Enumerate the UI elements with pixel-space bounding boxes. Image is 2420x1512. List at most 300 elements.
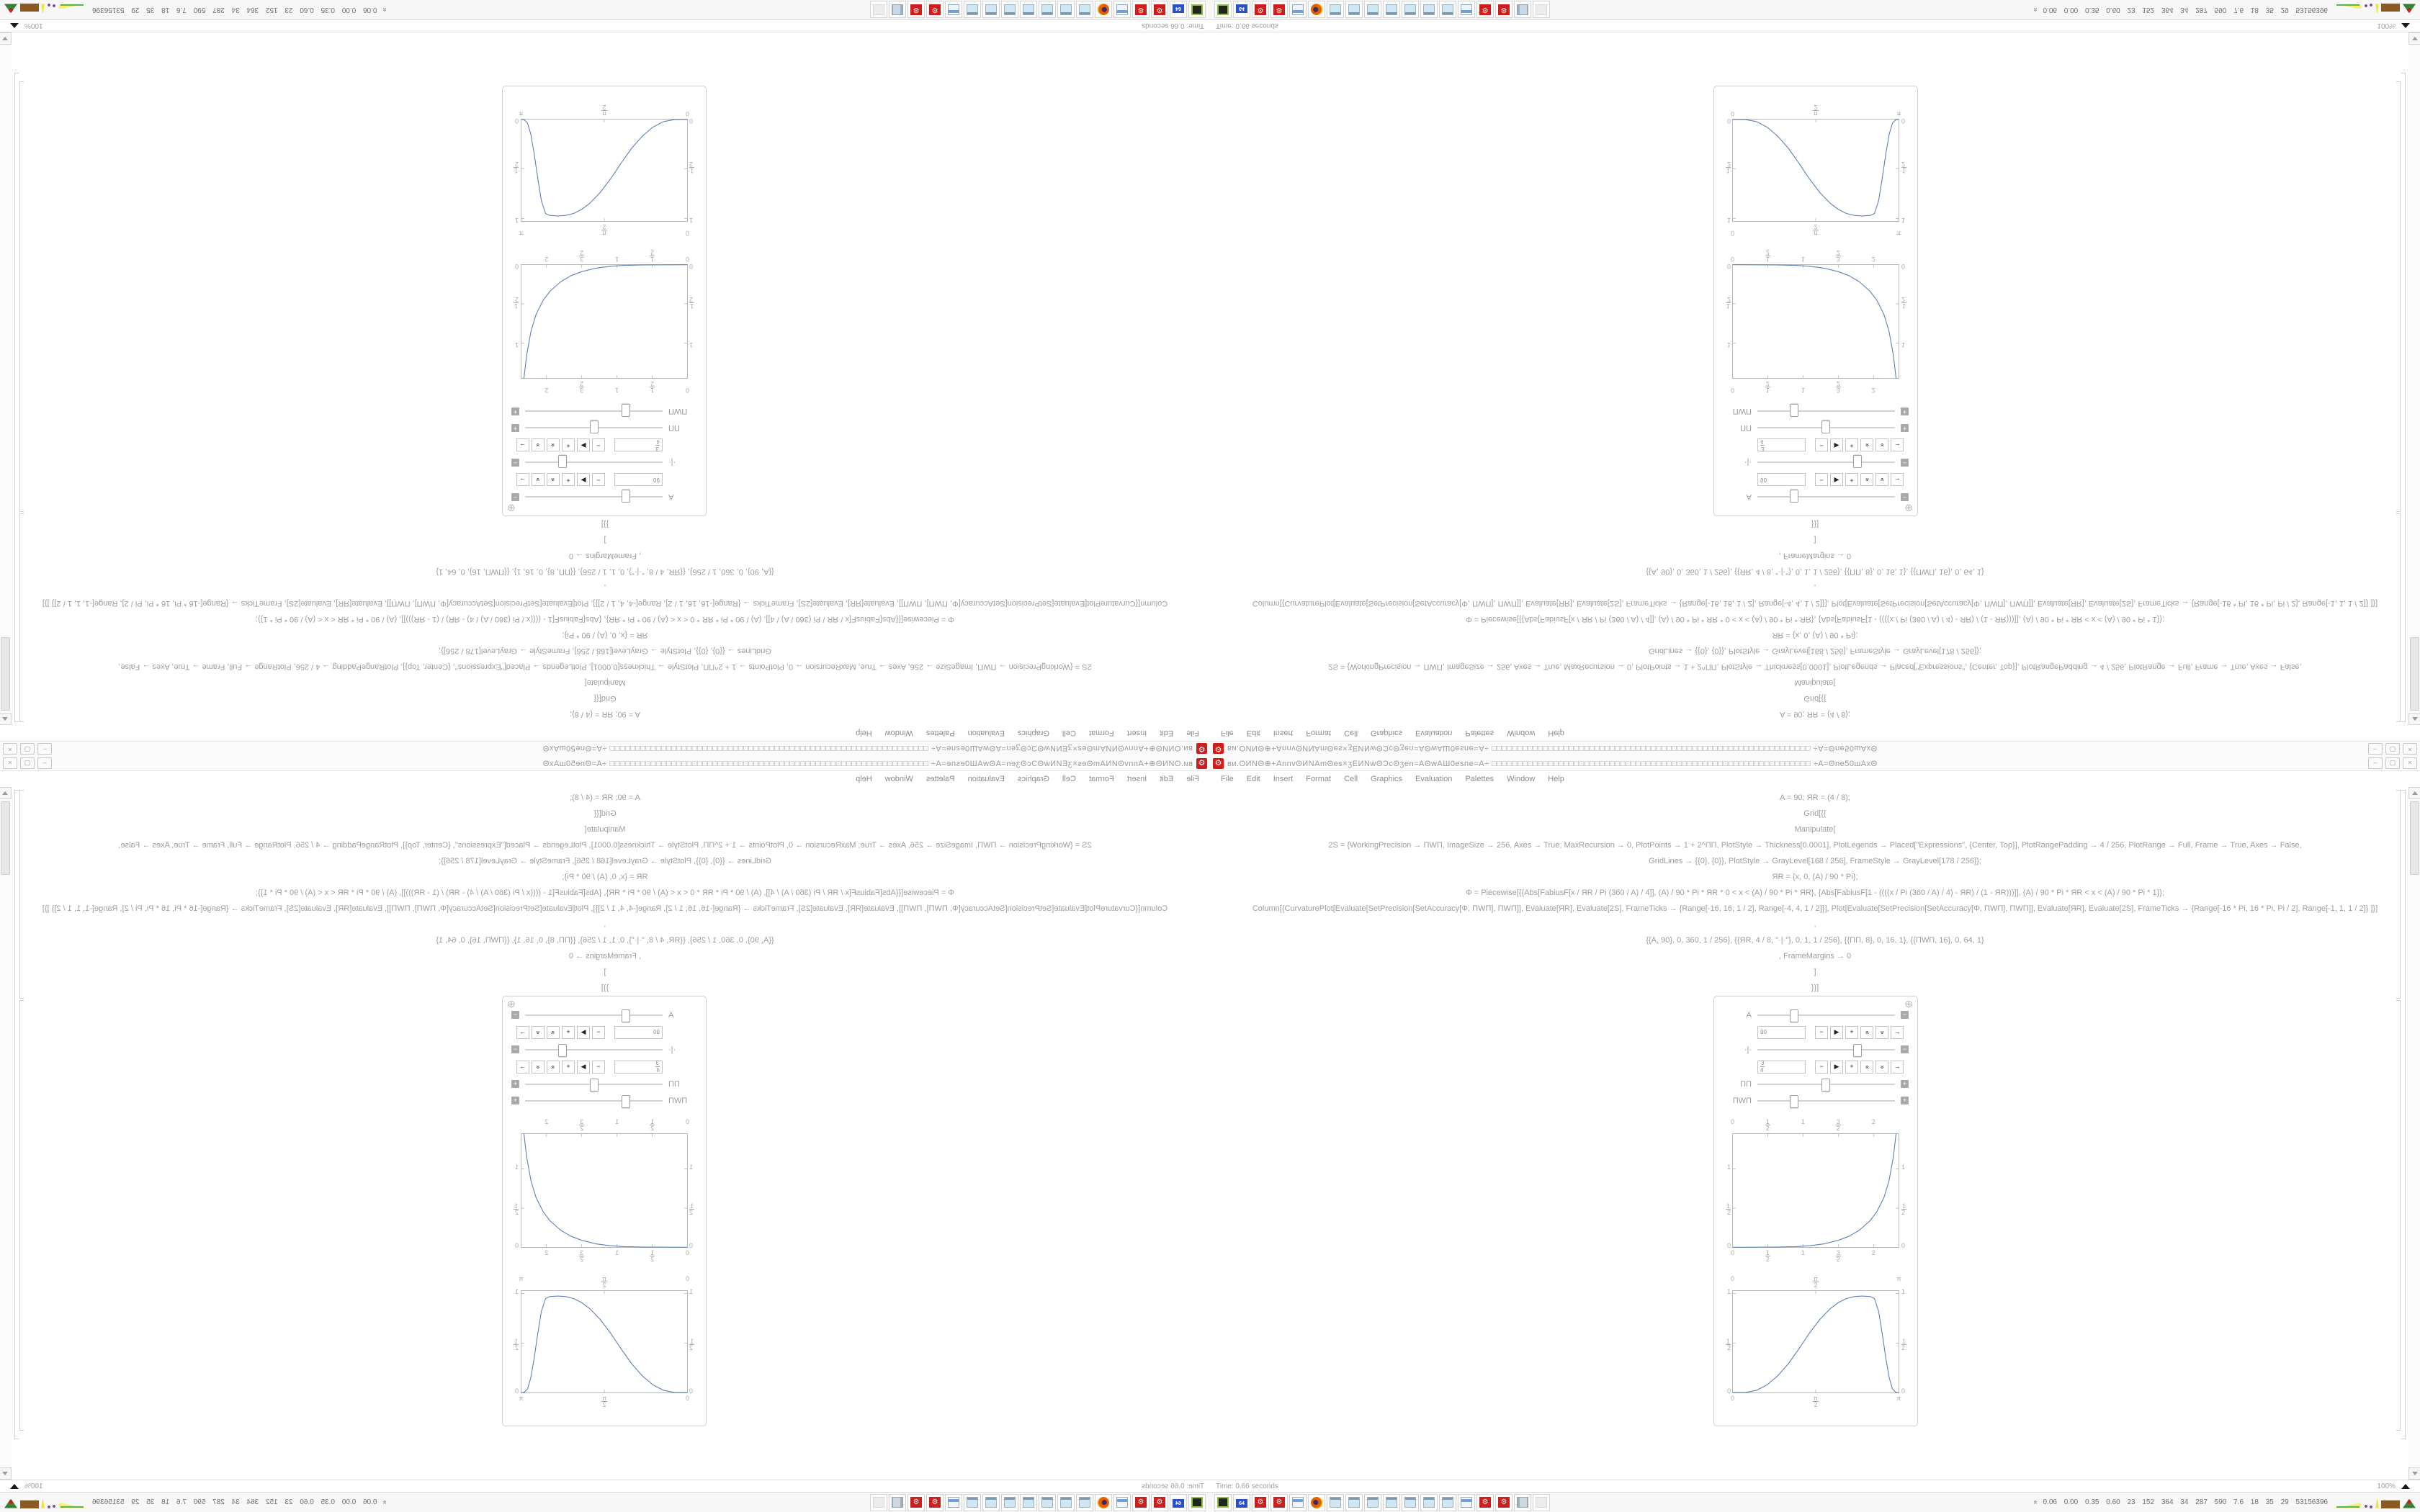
slider-thumb[interactable] bbox=[1790, 1009, 1798, 1022]
slower-button[interactable]: » bbox=[1876, 439, 1888, 452]
control-expanded-row-1 bbox=[511, 436, 663, 454]
input-cell[interactable] bbox=[1210, 516, 2420, 722]
code-line: ЯR = {x, 0, (A) / 90 * Pi}; bbox=[1772, 873, 1858, 881]
slider-thumb[interactable] bbox=[622, 405, 630, 418]
menu-evaluation[interactable]: Evaluation bbox=[1415, 775, 1453, 783]
close-button[interactable]: × bbox=[3, 743, 17, 755]
tick-label: 1 bbox=[514, 1163, 519, 1171]
code-line: Φ = Piecewise[{{Abs[FabiusF[x / ЯR / Pi (360 / A) / 4]], (A) / 90 * Pi * ЯR * 0 < x < (A) / 90 * Pi * ЯR}, {Abs[FabiusF[1 - ((((x / Pi (360 / A) / 4) - ЯR) / (1 - ЯR)))]], (A) / 90 * Pi * ЯR < x < (A) / 90 * Pi * 1}}; bbox=[1465, 888, 2165, 897]
taskbar-item-hand-disabled[interactable] bbox=[1533, 1, 1550, 19]
expand-control-button[interactable]: + bbox=[1901, 1097, 1909, 1104]
magnification-dropdown-icon[interactable] bbox=[10, 23, 19, 28]
menu-file[interactable]: File bbox=[1186, 729, 1199, 737]
slider-3[interactable] bbox=[525, 406, 663, 418]
taskbar-item-calculator[interactable] bbox=[1458, 1, 1475, 19]
menu-format[interactable]: Format bbox=[1306, 729, 1332, 737]
menu-format[interactable]: Format bbox=[1306, 775, 1332, 783]
menu-graphics[interactable]: Graphics bbox=[1017, 729, 1049, 737]
step-up-button[interactable]: + bbox=[1845, 1026, 1858, 1039]
step-down-button[interactable]: − bbox=[1815, 1061, 1828, 1074]
slower-button[interactable]: » bbox=[1876, 1026, 1888, 1039]
code-line: Φ = Piecewise[{{Abs[FabiusF[x / ЯR / Pi (360 / A) / 4]], (A) / 90 * Pi * ЯR * 0 < x < (A) / 90 * Pi * ЯR}, {Abs[FabiusF[1 - ((((x / Pi (360 / A) / 4) - ЯR) / (1 - ЯR)))]], (A) / 90 * Pi * ЯR < x < (A) / 90 * Pi * 1}}; bbox=[1465, 615, 2165, 624]
slower-button[interactable]: » bbox=[532, 1026, 544, 1039]
collapse-control-button[interactable]: − bbox=[1901, 459, 1909, 467]
play-button[interactable]: ▶ bbox=[1830, 474, 1843, 487]
vertical-scrollbar[interactable] bbox=[0, 32, 12, 725]
code-line: ] bbox=[604, 536, 606, 544]
play-button[interactable]: ▶ bbox=[577, 439, 590, 452]
taskbar-item-notepad[interactable] bbox=[1439, 1494, 1456, 1511]
slider-thumb[interactable] bbox=[590, 421, 599, 434]
taskbar-item-notepad[interactable] bbox=[1364, 1, 1381, 19]
output-cell-bracket[interactable] bbox=[2396, 1000, 2401, 1431]
menu-insert[interactable]: Insert bbox=[1273, 775, 1294, 783]
menu-graphics[interactable]: Graphics bbox=[1371, 775, 1403, 783]
vertical-scrollbar[interactable] bbox=[0, 787, 12, 1480]
taskbar-item-calculator[interactable] bbox=[1289, 1494, 1307, 1511]
taskbar-item-drive[interactable] bbox=[1214, 1, 1232, 19]
input-cell-bracket[interactable] bbox=[2396, 790, 2401, 999]
minimize-button[interactable]: – bbox=[37, 743, 52, 755]
play-button[interactable]: ▶ bbox=[577, 1026, 590, 1039]
faster-button[interactable]: « bbox=[1860, 474, 1873, 487]
direction-button[interactable]: → bbox=[1891, 439, 1904, 452]
taskbar-item-floppy64[interactable] bbox=[1233, 1, 1250, 19]
input-cell-bracket[interactable] bbox=[19, 790, 24, 999]
taskbar-item-notepad[interactable] bbox=[1345, 1494, 1363, 1511]
expand-control-button[interactable]: + bbox=[511, 408, 519, 415]
step-up-button[interactable]: + bbox=[1845, 474, 1858, 487]
menu-window[interactable]: Window bbox=[884, 729, 913, 737]
output-cell-bracket[interactable] bbox=[19, 81, 24, 512]
taskbar-item-mathematica[interactable] bbox=[1270, 1, 1288, 19]
slider-thumb[interactable] bbox=[1790, 490, 1798, 503]
taskbar-item-notepad[interactable] bbox=[1402, 1494, 1419, 1511]
step-down-button[interactable]: − bbox=[1815, 474, 1828, 487]
taskbar-item-notepad[interactable] bbox=[1420, 1494, 1438, 1511]
taskbar-item-mathematica[interactable] bbox=[1151, 1494, 1168, 1511]
taskbar-item-mathematica[interactable] bbox=[1132, 1494, 1150, 1511]
taskbar-item-drive[interactable] bbox=[1188, 1494, 1206, 1511]
play-button[interactable]: ▶ bbox=[577, 1061, 590, 1074]
taskbar-item-floppy64[interactable] bbox=[1170, 1, 1187, 19]
menu-file[interactable]: File bbox=[1221, 775, 1234, 783]
slider-0[interactable] bbox=[525, 1009, 663, 1021]
taskbar-item-mathematica[interactable] bbox=[926, 1, 944, 19]
menu-insert[interactable]: Insert bbox=[1273, 729, 1294, 737]
collapse-control-button[interactable]: − bbox=[511, 1045, 519, 1053]
slider-2[interactable] bbox=[525, 1079, 663, 1090]
taskbar-item-notepad[interactable] bbox=[1020, 1, 1037, 19]
taskbar-item-notepad[interactable] bbox=[1383, 1494, 1400, 1511]
restore-button[interactable]: ▢ bbox=[2385, 743, 2400, 755]
tick-label: 1 bbox=[689, 1287, 694, 1295]
collapse-control-button[interactable]: − bbox=[511, 493, 519, 501]
slider-3[interactable] bbox=[525, 1095, 663, 1107]
close-button[interactable]: × bbox=[2403, 757, 2417, 769]
play-button[interactable]: ▶ bbox=[1830, 1061, 1843, 1074]
menu-cell[interactable]: Cell bbox=[1062, 729, 1076, 737]
output-cell-bracket[interactable] bbox=[2396, 81, 2401, 512]
slider-thumb[interactable] bbox=[590, 1079, 599, 1092]
taskbar-item-mathematica[interactable] bbox=[926, 1494, 944, 1511]
slider-thumb[interactable] bbox=[622, 1009, 630, 1022]
taskbar-item-mathematica[interactable] bbox=[908, 1494, 925, 1511]
magnification-dropdown-icon[interactable] bbox=[2401, 1484, 2410, 1489]
input-cell-bracket[interactable] bbox=[19, 513, 24, 722]
step-down-button[interactable]: − bbox=[592, 1061, 605, 1074]
slider-2[interactable] bbox=[1757, 1079, 1895, 1090]
scroll-up-button[interactable] bbox=[0, 787, 12, 799]
slider-0[interactable] bbox=[1757, 492, 1895, 503]
manipulate-controls bbox=[1714, 996, 1917, 1109]
tick-label: $\frac{3}{2}$ bbox=[1836, 1118, 1840, 1132]
taskbar-item-hand-disabled[interactable] bbox=[870, 1494, 887, 1511]
menu-file[interactable]: File bbox=[1221, 729, 1234, 737]
close-button[interactable]: × bbox=[2403, 743, 2417, 755]
step-up-button[interactable]: + bbox=[562, 474, 575, 487]
magnification-value[interactable]: 100% bbox=[24, 22, 43, 30]
slider-0[interactable] bbox=[1757, 1009, 1895, 1021]
direction-button[interactable]: → bbox=[1891, 474, 1904, 487]
direction-button[interactable]: → bbox=[1891, 1026, 1904, 1039]
step-down-button[interactable]: − bbox=[592, 1026, 605, 1039]
tick-label: 1 2 bbox=[1901, 295, 1906, 310]
value-field[interactable]: 90 bbox=[1757, 1026, 1806, 1039]
value-field[interactable]: 3 4 bbox=[614, 439, 663, 452]
menu-evaluation[interactable]: Evaluation bbox=[1415, 729, 1453, 737]
menu-help[interactable]: Help bbox=[1548, 729, 1564, 737]
faster-button[interactable]: « bbox=[1860, 439, 1873, 452]
taskbar-item-notepad[interactable] bbox=[1039, 1494, 1056, 1511]
mathematica-icon: ⚙ bbox=[1479, 4, 1491, 15]
direction-button[interactable]: → bbox=[516, 1026, 529, 1039]
slider-3[interactable] bbox=[1757, 406, 1895, 418]
taskbar-item-mathematica[interactable] bbox=[1151, 1, 1168, 19]
slower-button[interactable]: » bbox=[1876, 1061, 1888, 1074]
slower-button[interactable]: » bbox=[532, 1061, 544, 1074]
step-up-button[interactable]: + bbox=[562, 1026, 575, 1039]
taskbar-item-notepad[interactable] bbox=[1076, 1494, 1093, 1511]
cell-group-bracket[interactable] bbox=[14, 790, 19, 1439]
minimize-button[interactable]: – bbox=[2368, 743, 2383, 755]
value-field[interactable]: 90 bbox=[614, 474, 663, 487]
taskbar-item-notepad[interactable] bbox=[1345, 1, 1363, 19]
value-field[interactable]: 90 bbox=[1757, 474, 1806, 487]
menu-format[interactable]: Format bbox=[1088, 729, 1114, 737]
scrollbar-thumb[interactable] bbox=[2410, 637, 2419, 711]
taskbar-item-drive[interactable] bbox=[1214, 1494, 1232, 1511]
slider-2[interactable] bbox=[525, 423, 663, 434]
expand-control-button[interactable]: + bbox=[511, 424, 519, 432]
direction-button[interactable]: → bbox=[516, 474, 529, 487]
taskbar-item-notepad[interactable] bbox=[964, 1, 981, 19]
taskbar-item-mathematica[interactable] bbox=[1132, 1, 1150, 19]
slider-2[interactable] bbox=[1757, 423, 1895, 434]
taskbar-item-calculator[interactable] bbox=[945, 1, 962, 19]
output-cell-bracket[interactable] bbox=[19, 1000, 24, 1431]
expand-control-button[interactable]: + bbox=[511, 1097, 519, 1104]
taskbar-item-notepad[interactable] bbox=[982, 1494, 1000, 1511]
taskbar-item-floppy64[interactable] bbox=[1233, 1494, 1250, 1511]
taskbar-item-floppy64[interactable] bbox=[1170, 1494, 1187, 1511]
tray-collapse-icon[interactable]: « bbox=[380, 1500, 389, 1505]
menu-insert[interactable]: Insert bbox=[1126, 729, 1147, 737]
taskbar-item-mathematica[interactable] bbox=[1270, 1494, 1288, 1511]
taskbar-item-calculator[interactable] bbox=[945, 1494, 962, 1511]
menu-cell[interactable]: Cell bbox=[1062, 775, 1076, 783]
scroll-up-button[interactable] bbox=[0, 713, 12, 725]
cell-group-bracket[interactable] bbox=[2401, 73, 2406, 722]
manipulate-menu-icon[interactable]: ⊕ bbox=[507, 998, 516, 1009]
scroll-up-button[interactable] bbox=[2408, 713, 2420, 725]
magnification-control[interactable] bbox=[10, 22, 43, 30]
taskbar-item-notepad[interactable] bbox=[1327, 1494, 1344, 1511]
manipulate-menu-icon[interactable]: ⊕ bbox=[1904, 503, 1913, 514]
control-label: ΠΠ bbox=[1740, 423, 1752, 433]
menu-help[interactable]: Help bbox=[856, 775, 872, 783]
input-cell[interactable] bbox=[0, 790, 1210, 996]
menu-evaluation[interactable]: Evaluation bbox=[967, 775, 1005, 783]
taskbar-item-hand-disabled[interactable] bbox=[870, 1, 887, 19]
magnification-value[interactable]: 100% bbox=[2377, 22, 2396, 30]
slider-1[interactable] bbox=[525, 457, 663, 469]
taskbar-item-firefox[interactable] bbox=[1308, 1, 1325, 19]
taskbar-item-mathematica[interactable] bbox=[1252, 1, 1269, 19]
slider-thumb[interactable] bbox=[1821, 421, 1830, 434]
input-cell-bracket[interactable] bbox=[2396, 513, 2401, 722]
taskbar-item-notepad[interactable] bbox=[1057, 1494, 1075, 1511]
taskbar-item-mathematica[interactable] bbox=[1252, 1494, 1269, 1511]
taskbar-item-calculator[interactable] bbox=[1289, 1, 1307, 19]
menu-insert[interactable]: Insert bbox=[1126, 775, 1147, 783]
taskbar-item-mathematica[interactable] bbox=[1476, 1494, 1494, 1511]
taskbar-item-calculator[interactable] bbox=[1113, 1, 1131, 19]
input-cell[interactable] bbox=[1210, 790, 2420, 996]
slider-thumb[interactable] bbox=[1821, 1079, 1830, 1092]
slower-button[interactable]: » bbox=[532, 474, 544, 487]
value-field[interactable]: 3 4 bbox=[614, 1061, 663, 1074]
code-line: }}] bbox=[601, 520, 609, 528]
magnification-dropdown-icon[interactable] bbox=[2401, 23, 2410, 28]
expand-control-button[interactable]: + bbox=[1901, 408, 1909, 415]
faster-button[interactable]: « bbox=[547, 474, 560, 487]
slider-1[interactable] bbox=[525, 1044, 663, 1056]
taskbar-item-scroll[interactable] bbox=[889, 1, 906, 19]
menu-format[interactable]: Format bbox=[1088, 775, 1114, 783]
menu-palettes[interactable]: Palettes bbox=[926, 729, 955, 737]
scroll-down-button[interactable] bbox=[0, 32, 12, 45]
scrollbar-thumb[interactable] bbox=[2410, 801, 2419, 875]
value-field[interactable]: 3 4 bbox=[1757, 1061, 1806, 1074]
slider-thumb[interactable] bbox=[1853, 1044, 1862, 1057]
manipulate-controls bbox=[503, 403, 706, 516]
taskbar-item-scroll[interactable] bbox=[889, 1494, 906, 1511]
slider-thumb[interactable] bbox=[1790, 1095, 1798, 1108]
vertical-scrollbar[interactable] bbox=[2408, 32, 2420, 725]
taskbar-item-notepad[interactable] bbox=[982, 1, 1000, 19]
play-button[interactable]: ▶ bbox=[577, 474, 590, 487]
step-up-button[interactable]: + bbox=[1845, 439, 1858, 452]
collapse-control-button[interactable]: − bbox=[1901, 493, 1909, 501]
taskbar-item-mathematica[interactable] bbox=[1495, 1, 1512, 19]
input-cell[interactable] bbox=[0, 516, 1210, 722]
magnification-value[interactable]: 100% bbox=[24, 1482, 43, 1490]
tray-collapse-icon[interactable]: « bbox=[2031, 7, 2040, 12]
cell-group-bracket[interactable] bbox=[2401, 790, 2406, 1439]
expand-control-button[interactable]: + bbox=[1901, 424, 1909, 432]
taskbar-item-notepad[interactable] bbox=[1439, 1, 1456, 19]
collapse-control-button[interactable]: − bbox=[511, 1011, 519, 1019]
menu-palettes[interactable]: Palettes bbox=[926, 775, 955, 783]
menu-edit[interactable]: Edit bbox=[1160, 729, 1174, 737]
slider-thumb[interactable] bbox=[1853, 456, 1862, 469]
expand-control-button[interactable]: + bbox=[1901, 1080, 1909, 1088]
step-down-button[interactable]: − bbox=[1815, 1026, 1828, 1039]
scroll-down-button[interactable] bbox=[2408, 1467, 2420, 1480]
magnification-control[interactable] bbox=[2377, 22, 2410, 30]
play-button[interactable]: ▶ bbox=[1830, 1026, 1843, 1039]
minimize-button[interactable]: – bbox=[2368, 757, 2383, 769]
cell-group-bracket[interactable] bbox=[14, 73, 19, 722]
slider-1[interactable] bbox=[1757, 457, 1895, 469]
taskbar-item-firefox[interactable] bbox=[1095, 1, 1112, 19]
taskbar-item-notepad[interactable] bbox=[1057, 1, 1075, 19]
minimize-button[interactable]: – bbox=[37, 757, 52, 769]
step-down-button[interactable]: − bbox=[1815, 439, 1828, 452]
taskbar-item-hand-disabled[interactable] bbox=[1533, 1494, 1550, 1511]
menu-edit[interactable]: Edit bbox=[1246, 775, 1260, 783]
play-button[interactable]: ▶ bbox=[1830, 439, 1843, 452]
taskbar-item-mathematica[interactable] bbox=[1476, 1, 1494, 19]
slider-1[interactable] bbox=[1757, 1044, 1895, 1056]
drive-icon bbox=[1217, 1497, 1229, 1508]
taskbar-item-notepad[interactable] bbox=[1402, 1, 1419, 19]
step-down-button[interactable]: − bbox=[592, 439, 605, 452]
value-field[interactable]: 3 4 bbox=[1757, 439, 1806, 452]
taskbar-item-notepad[interactable] bbox=[1001, 1494, 1018, 1511]
magnification-value[interactable]: 100% bbox=[2377, 1482, 2396, 1490]
tick-label: 2 bbox=[1871, 387, 1876, 394]
taskbar-item-firefox[interactable] bbox=[1308, 1494, 1325, 1511]
taskbar-item-mathematica[interactable] bbox=[908, 1, 925, 19]
faster-button[interactable]: « bbox=[547, 1061, 560, 1074]
scroll-down-button[interactable] bbox=[0, 1467, 12, 1480]
menu-edit[interactable]: Edit bbox=[1246, 729, 1260, 737]
tick-label: 2 bbox=[1871, 1249, 1876, 1256]
taskbar-item-scroll[interactable] bbox=[1514, 1, 1531, 19]
step-up-button[interactable]: + bbox=[562, 439, 575, 452]
expand-control-button[interactable]: + bbox=[511, 1080, 519, 1088]
collapse-control-button[interactable]: − bbox=[1901, 1045, 1909, 1053]
magnification-control[interactable] bbox=[10, 1482, 43, 1490]
vertical-scrollbar[interactable] bbox=[2408, 787, 2420, 1480]
slider-thumb[interactable] bbox=[558, 456, 567, 469]
taskbar-item-scroll[interactable] bbox=[1514, 1494, 1531, 1511]
menu-window[interactable]: Window bbox=[1507, 775, 1536, 783]
slider-0[interactable] bbox=[525, 492, 663, 503]
manipulate-menu-icon[interactable]: ⊕ bbox=[507, 503, 516, 514]
tray-collapse-icon[interactable]: « bbox=[380, 7, 389, 12]
scroll-down-button[interactable] bbox=[2408, 32, 2420, 45]
taskbar-item-firefox[interactable] bbox=[1095, 1494, 1112, 1511]
slower-button[interactable]: » bbox=[532, 439, 544, 452]
faster-button[interactable]: « bbox=[547, 439, 560, 452]
menu-edit[interactable]: Edit bbox=[1160, 775, 1174, 783]
scrollbar-thumb[interactable] bbox=[1, 801, 10, 875]
slider-3[interactable] bbox=[1757, 1095, 1895, 1107]
value-field[interactable]: 90 bbox=[614, 1026, 663, 1039]
menu-cell[interactable]: Cell bbox=[1344, 729, 1358, 737]
menu-graphics[interactable]: Graphics bbox=[1371, 729, 1403, 737]
slower-button[interactable]: » bbox=[1876, 474, 1888, 487]
collapse-control-button[interactable]: − bbox=[1901, 1011, 1909, 1019]
step-up-button[interactable]: + bbox=[562, 1061, 575, 1074]
restore-button[interactable]: ▢ bbox=[20, 743, 35, 755]
step-down-button[interactable]: − bbox=[592, 474, 605, 487]
menu-help[interactable]: Help bbox=[1548, 775, 1564, 783]
taskbar-item-notepad[interactable] bbox=[1327, 1, 1344, 19]
collapse-control-button[interactable]: − bbox=[511, 459, 519, 467]
faster-button[interactable]: « bbox=[1860, 1061, 1873, 1074]
taskbar-item-notepad[interactable] bbox=[1076, 1, 1093, 19]
taskbar-item-notepad[interactable] bbox=[1420, 1, 1438, 19]
taskbar-item-calculator[interactable] bbox=[1113, 1494, 1131, 1511]
menu-window[interactable]: Window bbox=[884, 775, 913, 783]
taskbar-item-notepad[interactable] bbox=[1364, 1494, 1381, 1511]
taskbar-item-notepad[interactable] bbox=[1001, 1, 1018, 19]
magnification-control[interactable] bbox=[2377, 1482, 2410, 1490]
taskbar-item-notepad[interactable] bbox=[964, 1494, 981, 1511]
step-up-button[interactable]: + bbox=[1845, 1061, 1858, 1074]
slider-thumb[interactable] bbox=[622, 490, 630, 503]
manipulate-menu-icon[interactable]: ⊕ bbox=[1904, 998, 1913, 1009]
tick-label: 0 bbox=[1730, 256, 1734, 263]
menu-file[interactable]: File bbox=[1186, 775, 1199, 783]
slider-thumb[interactable] bbox=[622, 1095, 630, 1108]
menu-cell[interactable]: Cell bbox=[1344, 775, 1358, 783]
taskbar-item-notepad[interactable] bbox=[1020, 1494, 1037, 1511]
menu-palettes[interactable]: Palettes bbox=[1465, 775, 1494, 783]
menu-graphics[interactable]: Graphics bbox=[1017, 775, 1049, 783]
manipulate-panel bbox=[502, 86, 707, 516]
scrollbar-thumb[interactable] bbox=[1, 637, 10, 711]
taskbar-item-calculator[interactable] bbox=[1458, 1494, 1475, 1511]
slider-thumb[interactable] bbox=[1790, 405, 1798, 418]
direction-button[interactable]: → bbox=[516, 1061, 529, 1074]
menu-help[interactable]: Help bbox=[856, 729, 872, 737]
close-button[interactable]: × bbox=[3, 757, 17, 769]
direction-button[interactable]: → bbox=[1891, 1061, 1904, 1074]
faster-button[interactable]: « bbox=[1860, 1026, 1873, 1039]
restore-button[interactable]: ▢ bbox=[2385, 757, 2400, 769]
menu-palettes[interactable]: Palettes bbox=[1465, 729, 1494, 737]
taskbar-item-mathematica[interactable] bbox=[1495, 1494, 1512, 1511]
restore-button[interactable]: ▢ bbox=[20, 757, 35, 769]
menu-evaluation[interactable]: Evaluation bbox=[967, 729, 1005, 737]
taskbar-item-drive[interactable] bbox=[1188, 1, 1206, 19]
faster-button[interactable]: « bbox=[547, 1026, 560, 1039]
slider-thumb[interactable] bbox=[558, 1044, 567, 1057]
taskbar-item-notepad[interactable] bbox=[1383, 1, 1400, 19]
direction-button[interactable]: → bbox=[516, 439, 529, 452]
menu-window[interactable]: Window bbox=[1507, 729, 1536, 737]
taskbar-item-notepad[interactable] bbox=[1039, 1, 1056, 19]
scroll-up-button[interactable] bbox=[2408, 787, 2420, 799]
magnification-dropdown-icon[interactable] bbox=[10, 1484, 19, 1489]
tray-collapse-icon[interactable]: « bbox=[2031, 1500, 2040, 1505]
tick-label: π bbox=[1896, 110, 1901, 117]
